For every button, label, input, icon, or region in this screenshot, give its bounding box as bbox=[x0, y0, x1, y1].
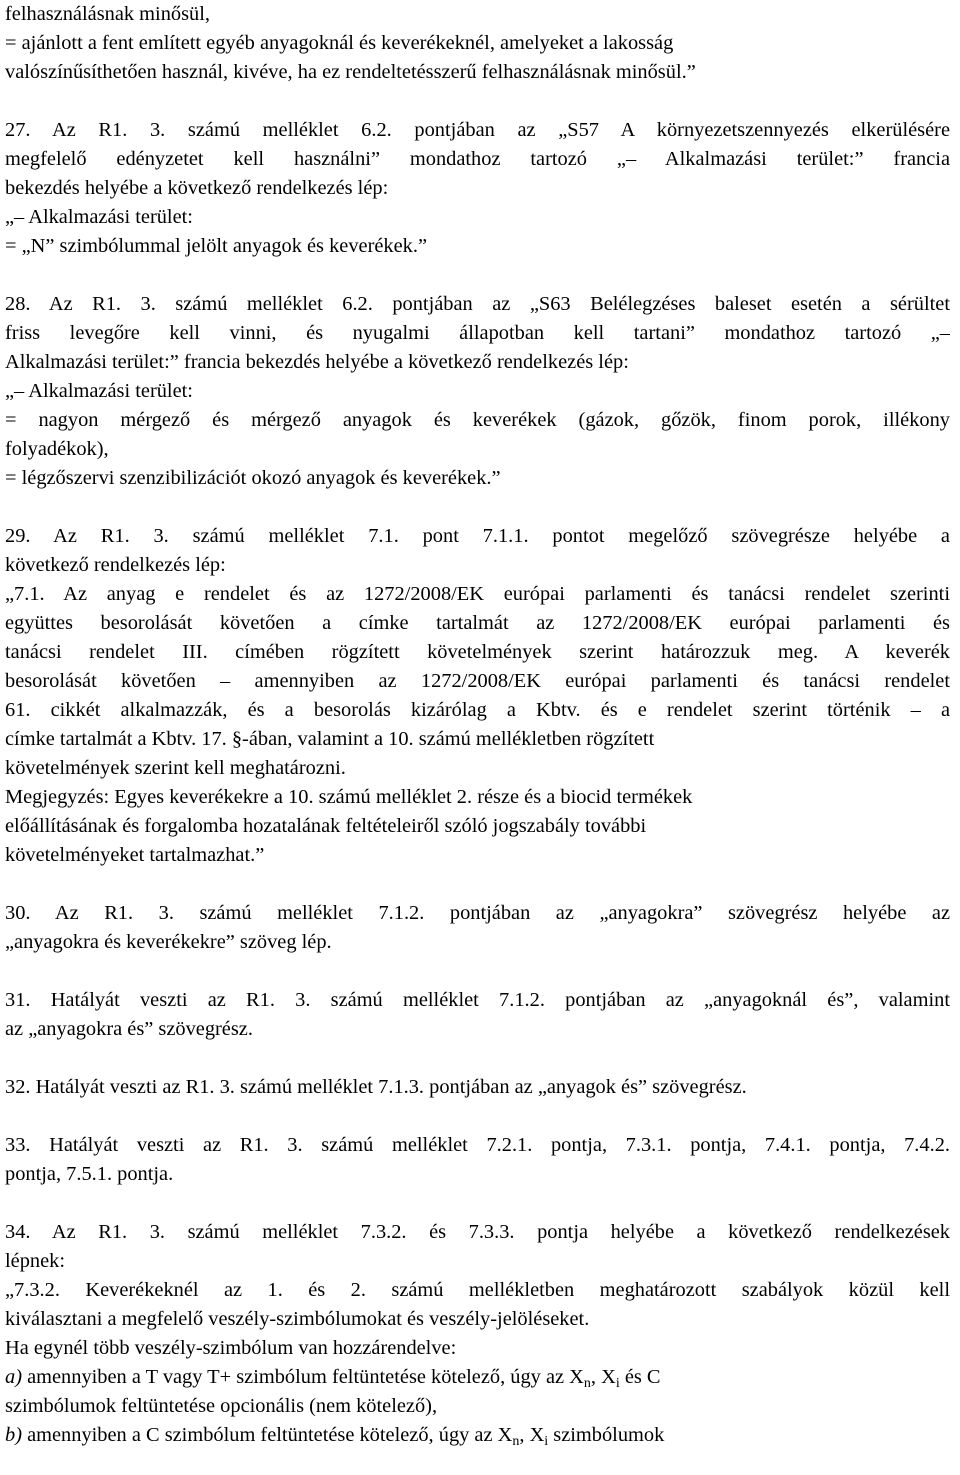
text-line: 33. Hatályát veszti az R1. 3. számú melléklet 7.2.1. pontja, 7.3.1. pontja, 7.4.1. pontja, 7.4.2. bbox=[5, 1134, 950, 1156]
text-line: szimbólumok feltüntetése opcionális (nem kötelező), bbox=[5, 1395, 438, 1417]
paragraph-item-27 bbox=[5, 116, 950, 261]
text-line: felhasználásnak minősül, bbox=[5, 3, 210, 25]
text-line: előállításának és forgalomba hozatalának feltételeiről szóló jogszabály további bbox=[5, 815, 647, 837]
text-line: = nagyon mérgező és mérgező anyagok és keverékek (gázok, gőzök, finom porok, illékony bbox=[5, 409, 950, 431]
text-line: folyadékok), bbox=[5, 438, 109, 460]
text-line: „anyagokra és keverékekre” szöveg lép. bbox=[5, 931, 332, 953]
paragraph-gap bbox=[5, 261, 950, 290]
text-line: Megjegyzés: Egyes keverékekre a 10. számú melléklet 2. része és a biocid termékek bbox=[5, 786, 693, 808]
text-line: „– Alkalmazási terület: bbox=[5, 206, 193, 228]
text-line: „7.3.2. Keverékeknél az 1. és 2. számú mellékletben meghatározott szabályok közül kell bbox=[5, 1279, 950, 1301]
paragraph-gap bbox=[5, 1044, 950, 1073]
subscript: n bbox=[583, 1376, 591, 1391]
list-marker-a: a) bbox=[5, 1366, 22, 1388]
text-segment: amennyiben a T vagy T+ szimbólum feltüntetése kötelező, úgy az X bbox=[22, 1366, 584, 1388]
subscript: i bbox=[615, 1376, 620, 1391]
paragraph-item-34 bbox=[5, 1218, 950, 1450]
list-marker-b: b) bbox=[5, 1424, 22, 1446]
paragraph-item-28 bbox=[5, 290, 950, 493]
text-line: = légzőszervi szenzibilizációt okozó anyagok és keverékek.” bbox=[5, 467, 501, 489]
text-line: az „anyagokra és” szövegrész. bbox=[5, 1018, 253, 1040]
text-line: „– Alkalmazási terület: bbox=[5, 380, 193, 402]
text-line: 28. Az R1. 3. számú melléklet 6.2. pontjában az „S63 Belélegzéses baleset esetén a sérültet bbox=[5, 293, 950, 315]
text-segment: szimbólumok bbox=[548, 1424, 665, 1446]
text-line-b bbox=[5, 1421, 950, 1450]
paragraph-item-29 bbox=[5, 522, 950, 870]
text-line: 29. Az R1. 3. számú melléklet 7.1. pont 7.1.1. pontot megelőző szövegrésze helyébe a bbox=[5, 525, 950, 547]
text-segment: amennyiben a C szimbólum feltüntetése kötelező, úgy az X bbox=[22, 1424, 513, 1446]
text-line: pontja, 7.5.1. pontja. bbox=[5, 1163, 174, 1185]
paragraph-item-30 bbox=[5, 899, 950, 957]
text-line: Ha egynél több veszély-szimbólum van hozzárendelve: bbox=[5, 1337, 457, 1359]
text-line: együttes besorolását követően a címke tartalmát az 1272/2008/EK európai parlamenti és bbox=[5, 612, 950, 634]
text-line: 27. Az R1. 3. számú melléklet 6.2. pontjában az „S57 A környezetszennyezés elkerülésére bbox=[5, 119, 950, 141]
text-line: valószínűsíthetően használ, kivéve, ha ez rendeltetésszerű felhasználásnak minősül.” bbox=[5, 61, 696, 83]
text-line: 61. cikkét alkalmazzák, és a besorolás kizárólag a Kbtv. és e rendelet szerint történik – a bbox=[5, 699, 950, 721]
text-line: besorolását követően – amennyiben az 1272/2008/EK európai parlamenti és tanácsi rendelet bbox=[5, 670, 950, 692]
text-line: lépnek: bbox=[5, 1250, 66, 1272]
text-line: megfelelő edényzetet kell használni” mondathoz tartozó „– Alkalmazási terület:” francia bbox=[5, 148, 950, 170]
text-line: 30. Az R1. 3. számú melléklet 7.1.2. pontjában az „anyagokra” szövegrész helyébe az bbox=[5, 902, 950, 924]
text-segment: , X bbox=[519, 1424, 545, 1446]
text-line: tanácsi rendelet III. címében rögzített követelmények szerint határozzuk meg. A keverék bbox=[5, 641, 950, 663]
text-line: kiválasztani a megfelelő veszély-szimbólumokat és veszély-jelöléseket. bbox=[5, 1308, 590, 1330]
text-segment: , X bbox=[590, 1366, 616, 1388]
paragraph-item-33 bbox=[5, 1131, 950, 1189]
text-line: „7.1. Az anyag e rendelet és az 1272/2008/EK európai parlamenti és tanácsi rendelet szerinti bbox=[5, 583, 950, 605]
text-line: friss levegőre kell vinni, és nyugalmi állapotban kell tartani” mondathoz tartozó „– bbox=[5, 322, 950, 344]
paragraph-gap bbox=[5, 957, 950, 986]
text-line: követelmények szerint kell meghatározni. bbox=[5, 757, 346, 779]
paragraph-item-32 bbox=[5, 1073, 950, 1102]
text-line: 34. Az R1. 3. számú melléklet 7.3.2. és 7.3.3. pontja helyébe a következő rendelkezések bbox=[5, 1221, 950, 1243]
paragraph-gap bbox=[5, 493, 950, 522]
text-line: bekezdés helyébe a következő rendelkezés lép: bbox=[5, 177, 389, 199]
text-line: Alkalmazási terület:” francia bekezdés helyébe a következő rendelkezés lép: bbox=[5, 351, 629, 373]
text-line: címke tartalmát a Kbtv. 17. §-ában, valamint a 10. számú mellékletben rögzített bbox=[5, 728, 655, 750]
text-line: = „N” szimbólummal jelölt anyagok és keverékek.” bbox=[5, 235, 428, 257]
subscript: n bbox=[512, 1434, 520, 1449]
text-line-a bbox=[5, 1363, 950, 1392]
text-line: követelményeket tartalmazhat.” bbox=[5, 844, 265, 866]
paragraph-gap bbox=[5, 1189, 950, 1218]
paragraph-gap bbox=[5, 87, 950, 116]
paragraph-gap bbox=[5, 1102, 950, 1131]
text-line: következő rendelkezés lép: bbox=[5, 554, 226, 576]
text-line: 31. Hatályát veszti az R1. 3. számú melléklet 7.1.2. pontjában az „anyagoknál és”, valamint bbox=[5, 989, 950, 1011]
paragraph-item-31 bbox=[5, 986, 950, 1044]
text-segment: és C bbox=[619, 1366, 661, 1388]
text-line: = ajánlott a fent említett egyéb anyagoknál és keverékeknél, amelyeket a lakosság bbox=[5, 32, 674, 54]
text-line: 32. Hatályát veszti az R1. 3. számú melléklet 7.1.3. pontjában az „anyagok és” szövegrész. bbox=[5, 1076, 747, 1098]
subscript: i bbox=[544, 1434, 549, 1449]
paragraph-gap bbox=[5, 870, 950, 899]
paragraph-continuation bbox=[5, 0, 950, 87]
document-page bbox=[5, 0, 950, 1450]
